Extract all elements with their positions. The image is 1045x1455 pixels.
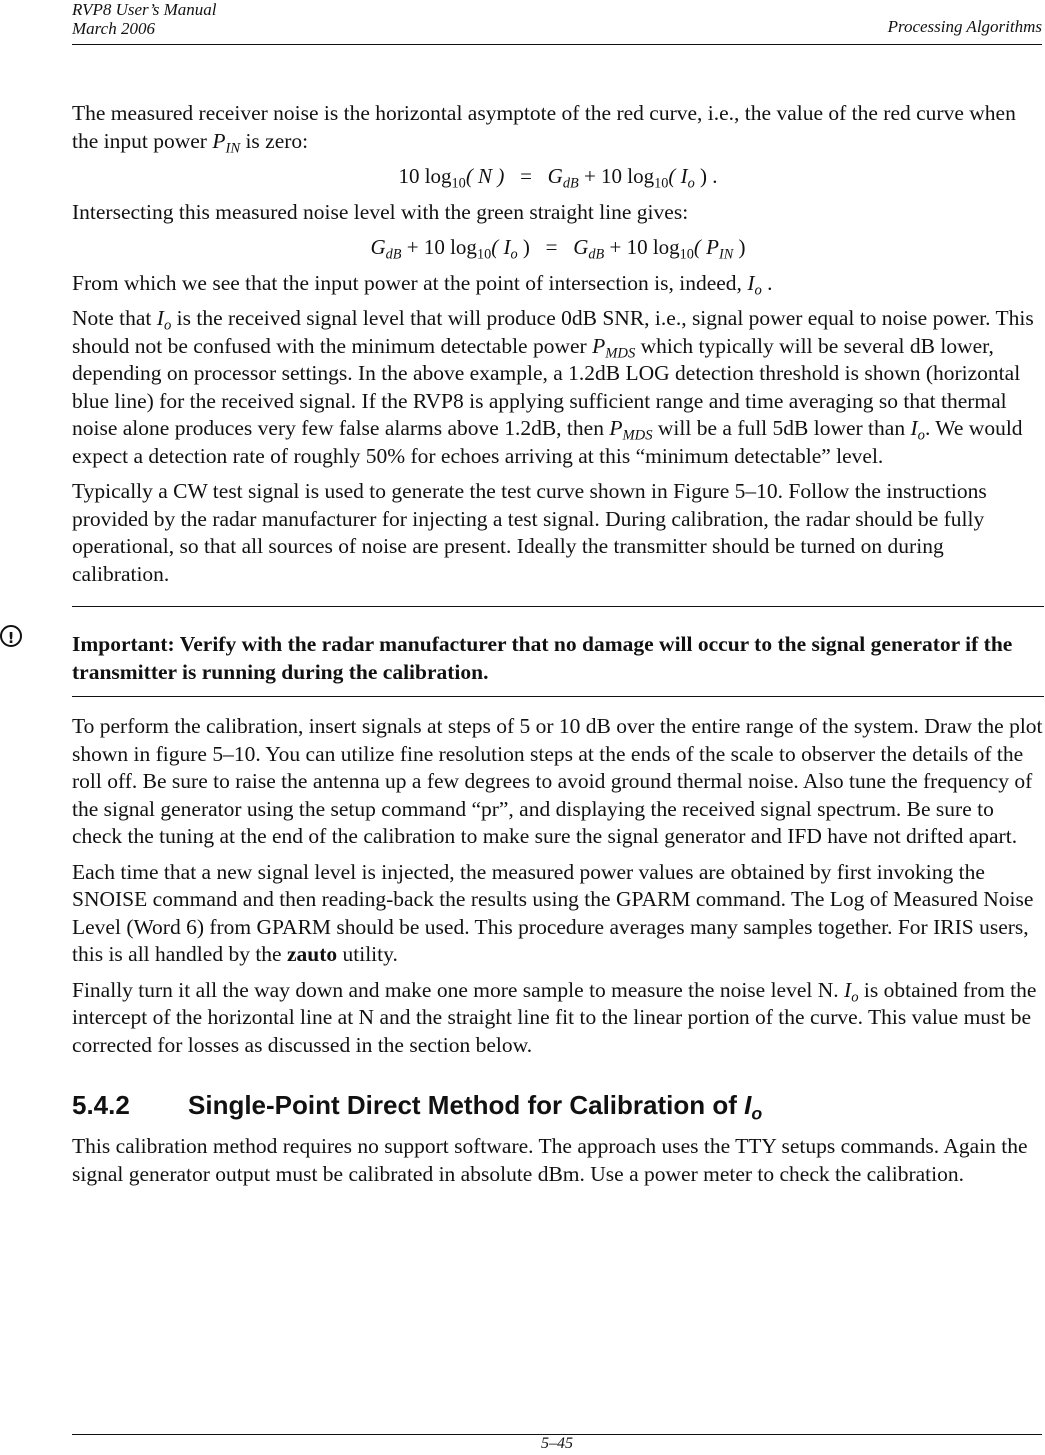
manual-title: RVP8 User’s Manual <box>72 0 217 19</box>
page-footer <box>72 1434 1042 1453</box>
var-p: P <box>212 128 226 153</box>
section-number: 5.4.2 <box>72 1090 130 1120</box>
header-left <box>72 0 217 38</box>
page-number: 5–45 <box>541 1435 573 1452</box>
paragraph-single-point: This calibration method requires no support software. The approach uses the TTY setups commands. Again the signal generator output must be calibrated in absolute dBm. Use a power meter to check the calibration. <box>72 1134 1028 1186</box>
paragraph-note-io: Note that $I_o$ is the received signal level that will produce 0dB SNR, i.e., signal power equal to noise power. This should not be confused with the minimum detectable power $P_{MDS}$ which typically will be several dB lower, depending on processor settings. In the above example, a 1.2dB LOG detection threshold is shown (horizontal blue line) for the received signal. If the RVP8 is applying sufficient range and time averaging so that thermal noise alone produces very few false alarms above 1.2dB, then $P_{MDS}$ will be a full 5dB lower than $I_o$. We would expect a detection rate of roughly 50% for echoes arriving at this “minimum detectable” level. <box>72 306 1034 468</box>
paragraph-intersection-point: From which we see that the input power at the point of intersection is, indeed, $I_o$ . <box>72 270 773 298</box>
equation-2: $G_{dB} + 10$ $\log_{10}$( $I_o$ ) = $G_{dB} + 10$ $\log_{10}$( $P_{IN}$ ) <box>370 235 746 263</box>
important-icon: ! <box>0 625 22 647</box>
paragraph-snoise: Each time that a new signal level is injected, the measured power values are obtained by first invoking the SNOISE command and then reading-back the results using the GPARM command. The Log of Measured Noise Level (Word 6) from GPARM should be used. This procedure averages many samples together. For IRIS users, this is all handled by the zauto utility. <box>72 859 1034 966</box>
page-body <box>7 100 1044 1196</box>
paragraph-perform-calibration: To perform the calibration, insert signals at steps of 5 or 10 dB over the entire range of the system. Draw the plot shown in figure 5–10. You can utilize fine resolution steps at the ends of the scale to observer the details of the roll off. Be sure to raise the antenna up a few degrees to avoid ground thermal noise. Also tune the frequency of the signal generator using the setup command “pr”, and displaying the received signal spectrum. Be sure to check the tuning at the end of the calibration to make sure the signal generator and IFD have not drifted apart. <box>72 714 1043 848</box>
important-callout <box>7 606 1044 697</box>
section-heading: 5.4.2 Single-Point Direct Method for Calibration of $I_o$ <box>72 1090 763 1124</box>
manual-date: March 2006 <box>72 19 155 38</box>
zauto-term: zauto <box>286 942 338 966</box>
page-header <box>72 0 1042 45</box>
paragraph-cw-test-signal: Typically a CW test signal is used to generate the test curve shown in Figure 5–10. Follow the instructions provided by the radar manufacturer for injecting a test signal. During calibration, the radar should be fully operational, so that all sources of noise are present. Ideally the transmitter should be turned on during calibration. <box>72 479 987 586</box>
paragraph-noise-level: Finally turn it all the way down and make one more sample to measure the noise level N. $I_o$ is obtained from the intercept of the horizontal line at N and the straight line fit to the linear portion of the curve. This value must be corrected for losses as discussed in the section below. <box>72 977 1037 1057</box>
paragraph-intersecting: Intersecting this measured noise level with the green straight line gives: <box>72 199 689 224</box>
equation-1: 10 $\log_{10}$( N ) = $G_{dB} + 10$ $\log_{10}$( $I_o$ ) . <box>398 164 718 192</box>
paragraph-noise-asymptote: The measured receiver noise is the horizontal asymptote of the red curve, i.e., the value of the red curve when the input power $P_{IN}$ is zero: <box>72 101 1016 156</box>
section-title: Processing Algorithms <box>887 17 1042 36</box>
important-text: Important: Verify with the radar manufacturer that no damage will occur to the signal generator if the transmitter is running during the calibration. <box>72 632 1013 684</box>
section-heading-text: Single-Point Direct Method for Calibration of <box>188 1090 745 1120</box>
